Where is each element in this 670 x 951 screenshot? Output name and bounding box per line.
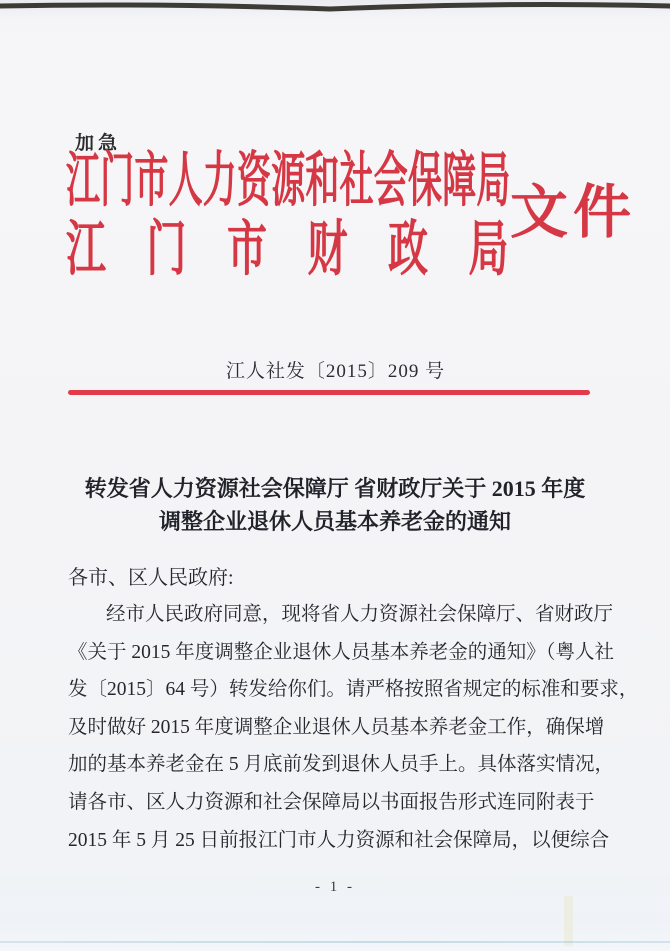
body-line: 请各市、区人力资源和社会保障局以书面报告形式连同附表于 — [68, 791, 595, 813]
scan-edge-bottom — [0, 941, 670, 943]
agency-name-line2: 江门市财政局 — [66, 215, 549, 283]
body-line: 2015 年 5 月 25 日前报江门市人力资源和社会保障局，以便综合 — [68, 829, 610, 851]
agency-name-line1: 江门市人力资源和社会保障局 — [66, 149, 511, 215]
body-line: 发〔2015〕64 号）转发给你们。请严格按照省规定的标准和要求， — [68, 679, 639, 701]
document-title — [60, 472, 610, 538]
document-title-line1: 转发省人力资源社会保障厅 省财政厅关于 2015 年度 — [84, 476, 586, 501]
scan-artifact-streak — [564, 896, 573, 946]
body-line: 加的基本养老金在 5 月底前发到退休人员手上。具体落实情况， — [68, 754, 615, 776]
body-line: 及时做好 2015 年度调整企业退休人员基本养老金工作，确保增 — [68, 716, 605, 738]
red-header-rule — [68, 390, 590, 395]
urgency-label: 加急 — [75, 133, 122, 154]
document-number: 江人社发〔2015〕209 号 — [225, 361, 446, 382]
body-line: 经市人民政府同意，现将省人力资源社会保障厅、省财政厅 — [106, 604, 614, 625]
body-line: 《关于 2015 年度调整企业退休人员基本养老金的通知》（粤人社 — [68, 641, 615, 663]
salutation: 各市、区人民政府: — [68, 567, 234, 589]
scan-edge-top — [0, 0, 670, 14]
page-number: - 1 - — [315, 879, 355, 895]
document-body — [68, 596, 639, 859]
document-title-line2: 调整企业退休人员基本养老金的通知 — [158, 509, 511, 534]
document-suffix: 文件 — [510, 180, 637, 245]
